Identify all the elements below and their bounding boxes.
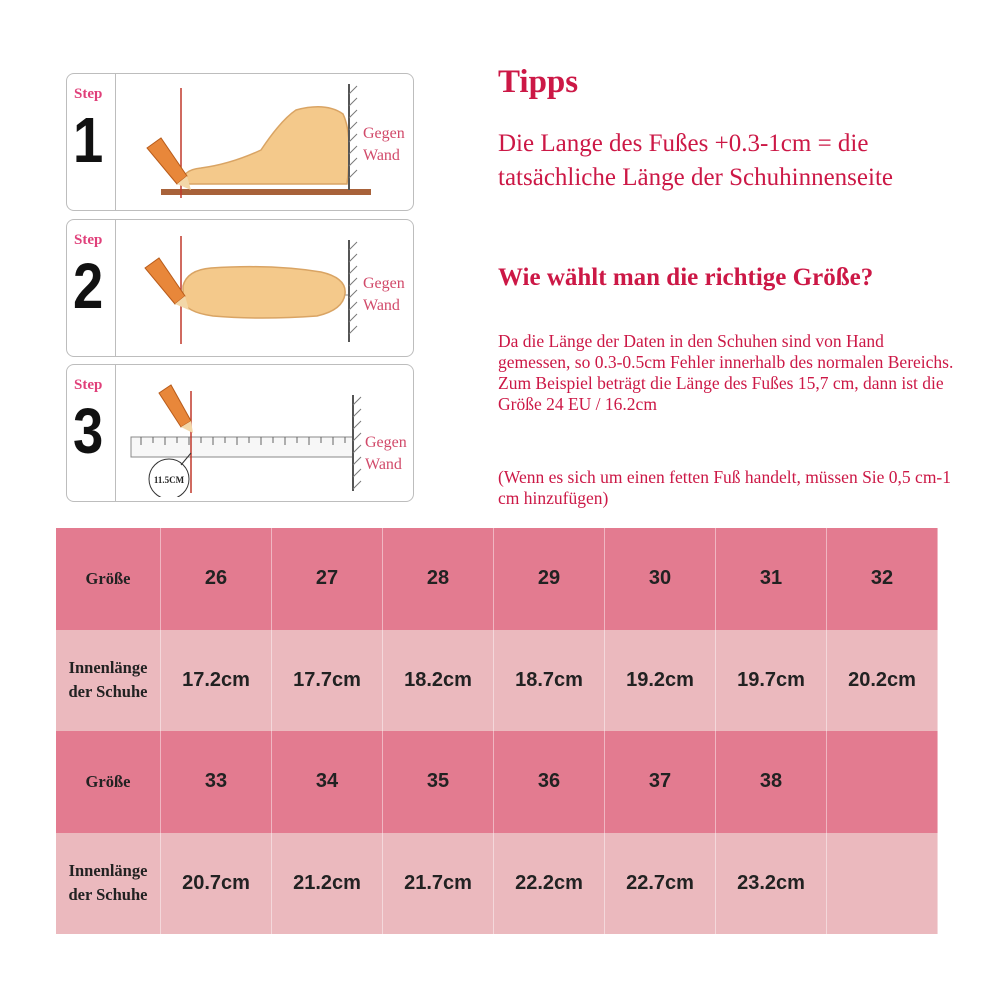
step-card-1 [66, 73, 414, 211]
size-cell: 27 [272, 528, 383, 630]
step-card-2 [66, 219, 414, 357]
length-cell: 20.2cm [827, 630, 938, 732]
pencil-icon [145, 258, 189, 310]
wall-label-line1: Gegen [363, 125, 405, 142]
tips-note: (Wenn es sich um einen fetten Fuß handelt, müssen Sie 0,5 cm-1 cm hinzufügen) [498, 467, 952, 508]
size-cell: 38 [716, 731, 827, 833]
step-label: Step [74, 232, 103, 248]
size-cell: 28 [383, 528, 494, 630]
size-cell: 31 [716, 528, 827, 630]
measure-label: 11.5CM [153, 475, 185, 485]
wall-hatch [349, 86, 357, 178]
foot-top-illustration [121, 226, 411, 352]
floor-line [161, 189, 371, 195]
size-cell: 32 [827, 528, 938, 630]
tips-title: Tipps [498, 64, 579, 100]
length-cell: 17.7cm [272, 630, 383, 732]
length-cell: 23.2cm [716, 833, 827, 935]
ruler-illustration [121, 371, 411, 497]
step-card-3 [66, 364, 414, 502]
length-cell: 21.7cm [383, 833, 494, 935]
step-number: 1 [73, 104, 104, 176]
step-number: 3 [73, 395, 104, 467]
wall-label-line2: Wand [363, 147, 400, 164]
tips-body: Da die Länge der Daten in den Schuhen sind von Hand gemessen, so 0.3-0.5cm Fehler innerhalb des normalen Bereichs. Zum Beispiel beträgt die Länge des Fußes 15,7 cm, dann ist die Größe 24 EU / 16.2cm [498, 331, 954, 414]
wall-label-line1: Gegen [365, 434, 407, 451]
size-cell: 36 [494, 731, 605, 833]
size-cell: 29 [494, 528, 605, 630]
wall-label-line2: Wand [365, 456, 402, 473]
tips-heading: Wie wählt man die richtige Größe? [498, 264, 874, 291]
step-divider [115, 74, 116, 210]
size-cell: 37 [605, 731, 716, 833]
size-cell: 35 [383, 731, 494, 833]
size-cell: 30 [605, 528, 716, 630]
size-cell: 33 [161, 731, 272, 833]
wall-hatch [349, 242, 357, 334]
pencil-icon [159, 385, 193, 433]
length-cell: 19.2cm [605, 630, 716, 732]
length-cell: 17.2cm [161, 630, 272, 732]
length-cell: 21.2cm [272, 833, 383, 935]
step-divider [115, 365, 116, 501]
length-cell: 22.7cm [605, 833, 716, 935]
length-cell: 22.2cm [494, 833, 605, 935]
step-number: 2 [73, 250, 104, 322]
size-cell-empty [827, 731, 938, 833]
wall-label-line2: Wand [363, 297, 400, 314]
length-header: Innenlänge der Schuhe [56, 833, 161, 935]
foot-icon [183, 267, 345, 318]
length-cell: 20.7cm [161, 833, 272, 935]
ruler [131, 437, 353, 457]
wall-label-line1: Gegen [363, 275, 405, 292]
size-header: Größe [56, 528, 161, 630]
size-table [56, 528, 940, 934]
pencil-icon [147, 138, 191, 190]
tips-text: Die Lange des Fußes +0.3-1cm = die tatsächliche Länge der Schuhinnenseite [498, 130, 893, 191]
step-label: Step [74, 377, 103, 393]
foot-side-illustration [121, 80, 411, 206]
foot-icon [183, 107, 349, 184]
step-divider [115, 220, 116, 356]
length-cell: 18.7cm [494, 630, 605, 732]
length-cell: 18.2cm [383, 630, 494, 732]
size-header: Größe [56, 731, 161, 833]
size-cell: 26 [161, 528, 272, 630]
length-cell-empty [827, 833, 938, 935]
step-label: Step [74, 86, 103, 102]
size-cell: 34 [272, 731, 383, 833]
length-cell: 19.7cm [716, 630, 827, 732]
length-header: Innenlänge der Schuhe [56, 630, 161, 732]
wall-hatch [353, 397, 361, 489]
